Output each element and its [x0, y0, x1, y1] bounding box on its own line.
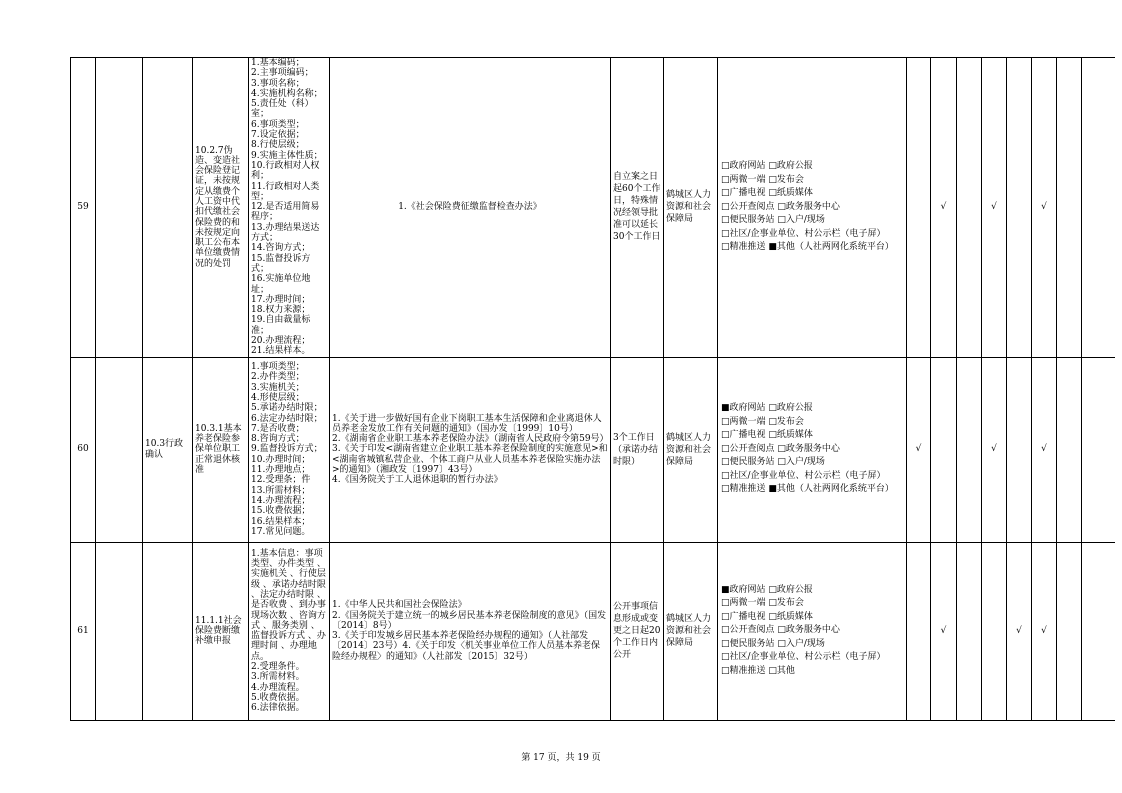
text-line: 1.《关于进一步做好国有企业下岗职工基本生活保障和企业离退休人员养老金发放工作有关问题的通知》（国办发〔1999〕10号）	[332, 413, 602, 434]
text-line: 6.法律依据。	[251, 703, 305, 714]
text-line: □公开查阅点 □政务服务中心	[721, 625, 840, 636]
text-line: 14.咨询方式；	[251, 243, 311, 254]
check-mark-cell: √	[931, 542, 957, 720]
text-line: 14.办理流程；	[251, 495, 311, 506]
text-line: 18.权力来源；	[251, 305, 311, 316]
text-line: 9.实施主体性质；	[251, 150, 323, 161]
item-name-cell: 10.3.1基本养老保险参保单位职工正常退休核准	[193, 357, 249, 542]
text-line: 3.事项名称；	[251, 78, 305, 89]
category-cell	[143, 58, 193, 358]
text-line: 6.事项类型；	[251, 119, 305, 130]
text-line: 2.《国务院关于建立统一的城乡居民基本养老保险制度的意见》（国发〔2014〕8号）	[332, 610, 607, 631]
text-line: □政府网站 □政府公报	[721, 161, 813, 172]
blank-cell	[96, 357, 143, 542]
table-row	[71, 542, 1115, 720]
check-mark-cell	[1082, 542, 1115, 720]
text-line: 16.结果样本；	[251, 516, 311, 527]
text-line: 3.《关于印发城乡居民基本养老保险经办规程的通知》（人社部发〔2014〕23号）4.《关于印发〈机关事业单位工作人员基本养老保险经办规程〉的通知》（人社部发〔2015〕32号）	[332, 631, 600, 662]
basis-cell	[330, 58, 611, 358]
text-line: □公开查阅点 □政务服务中心	[721, 201, 840, 212]
text-line: 11.行政相对人类型；	[251, 181, 320, 202]
text-line: 17.办理时间；	[251, 294, 311, 305]
organization-cell: 鹤城区人力资源和社会保障局	[664, 58, 718, 358]
text-line: 13.所需材料；	[251, 485, 311, 496]
check-mark-cell	[1082, 58, 1115, 358]
channels-cell	[718, 58, 907, 358]
text-line: 5.责任处（科）室；	[251, 99, 314, 120]
item-name-cell: 10.2.7伪造、变造社会保险登记证，未按规定从缴费个人工资中代扣代缴社会保险费的和未按规定向职工公布本单位缴费情况的处罚	[193, 58, 249, 358]
text-line: 15.监督投诉方式；	[251, 253, 311, 274]
text-line: □便民服务站 □入户/现场	[721, 638, 825, 649]
item-name-cell: 11.1.1社会保险费断缴补缴申报	[193, 542, 249, 720]
text-line: 8.行使层级；	[251, 140, 305, 151]
elements-cell	[249, 357, 330, 542]
time-limit-cell: 3个工作日（承诺办结时限）	[611, 357, 664, 542]
organization-cell: 鹤城区人力资源和社会保障局	[664, 357, 718, 542]
text-line: □广播电视 □纸质媒体	[721, 611, 813, 622]
text-line: 1.基本信息：事项类型、办件类型 、实施机关 、行使层级 、承诺办结时限 、法定办结时限 、是否收费 、到办事现场次数 、咨询方式 、服务类别 、监督投诉方式 、办理时间 、办理地点。	[251, 548, 329, 662]
blank-cell	[96, 542, 143, 720]
text-line: □社区/企事业单位、村公示栏（电子屏）	[721, 652, 886, 663]
blank-cell	[96, 58, 143, 358]
check-mark-cell	[907, 542, 931, 720]
channels-cell	[718, 357, 907, 542]
time-limit-cell: 公开事项信息形成或变更之日起20个工作日内公开	[611, 542, 664, 720]
organization-cell: 鹤城区人力资源和社会保障局	[664, 542, 718, 720]
text-line: □两微一端 □发布会	[721, 416, 804, 427]
text-line: □精准推送 ■其他（人社两网化系统平台）	[721, 242, 894, 253]
check-mark-cell	[957, 58, 982, 358]
check-mark-cell	[982, 542, 1007, 720]
text-line: 4.办理流程。	[251, 682, 305, 693]
text-line: 19.自由裁量标准；	[251, 315, 311, 336]
text-line: □广播电视 □纸质媒体	[721, 188, 813, 199]
text-line: 12.受理条；件	[251, 475, 311, 486]
check-mark-cell	[1057, 542, 1082, 720]
elements-cell	[249, 542, 330, 720]
text-line: 2.办件类型；	[251, 372, 305, 383]
text-line: 4.《国务院关于工人退休退职的暂行办法》	[332, 475, 503, 486]
check-mark-cell: √	[907, 357, 931, 542]
elements-cell	[249, 58, 330, 358]
text-line: 16.实施单位地址；	[251, 274, 311, 295]
text-line: 3.实施机关；	[251, 382, 305, 393]
text-line: ■政府网站 □政府公报	[721, 403, 813, 414]
text-line: 10.行政相对人权利；	[251, 160, 320, 182]
text-line: 5.收费依据。	[251, 692, 305, 703]
text-line: 4.形使层级；	[251, 392, 305, 403]
text-line: 7.是否收费；	[251, 423, 305, 434]
category-cell: 10.3行政确认	[143, 357, 193, 542]
check-mark-cell: √	[1032, 542, 1057, 720]
text-line: □公开查阅点 □政务服务中心	[721, 443, 840, 454]
text-line: 2.受理条件。	[251, 662, 305, 672]
text-line: □便民服务站 □入户/现场	[721, 215, 825, 226]
text-line: 12.是否适用简易程序；	[251, 202, 320, 223]
check-mark-cell	[1057, 357, 1082, 542]
row-number: 61	[71, 542, 96, 720]
text-line: 4.实施机构名称；	[251, 88, 323, 99]
text-line: 13.办理结果送达方式；	[251, 222, 320, 244]
row-number: 59	[71, 58, 96, 358]
table-row	[71, 357, 1115, 542]
text-line: ■政府网站 □政府公报	[721, 584, 813, 595]
check-mark-cell	[957, 542, 982, 720]
text-line: □精准推送 □其他	[721, 665, 795, 676]
text-line: □社区/企事业单位、村公示栏（电子屏）	[721, 470, 886, 481]
text-line: 1.基本编码；	[251, 58, 305, 68]
text-line: 3.《关于印发<湖南省建立企业职工基本养老保险制度的实施意见>和<湖南省城镇私营企业、个体工商户从业人员基本养老保险实施办法>的通知》（湘政发〔1997〕43号）	[332, 444, 608, 476]
text-line: 6.法定办结时限；	[251, 413, 323, 424]
text-line: 10.办理时间；	[251, 454, 311, 465]
check-mark-cell	[1007, 58, 1032, 358]
basis-cell	[330, 542, 611, 720]
text-line: □两微一端 □发布会	[721, 174, 804, 185]
text-line: 8.咨询方式；	[251, 434, 305, 445]
basis-cell	[330, 357, 611, 542]
check-mark-cell: √	[982, 357, 1007, 542]
row-number: 60	[71, 357, 96, 542]
check-mark-cell	[931, 357, 957, 542]
check-mark-cell: √	[1032, 357, 1057, 542]
text-line: 17.常见问题。	[251, 526, 311, 537]
check-mark-cell	[1007, 357, 1032, 542]
check-mark-cell: √	[1007, 542, 1032, 720]
text-line: □精准推送 ■其他（人社两网化系统平台）	[721, 484, 894, 495]
text-line: □便民服务站 □入户/现场	[721, 457, 825, 468]
text-line: □广播电视 □纸质媒体	[721, 430, 813, 441]
text-line: 9.监督投诉方式；	[251, 444, 323, 455]
text-line: 3.所需材料。	[251, 672, 305, 683]
text-line: 1.事项类型；	[251, 362, 305, 373]
table-row	[71, 58, 1115, 358]
text-line: 1.《中华人民共和国社会保险法》	[332, 600, 467, 611]
text-line: □社区/企事业单位、村公示栏（电子屏）	[721, 228, 886, 239]
text-line: 20.办理流程；	[251, 336, 311, 347]
check-mark-cell	[1082, 357, 1115, 542]
text-line: 1.《社会保险费征缴监督检查办法》	[398, 202, 542, 213]
text-line: 21.结果样本。	[251, 346, 311, 357]
text-line: 5.承诺办结时限；	[251, 403, 323, 414]
category-cell	[143, 542, 193, 720]
check-mark-cell: √	[1032, 58, 1057, 358]
check-mark-cell	[1057, 58, 1082, 358]
text-line: □两微一端 □发布会	[721, 598, 804, 609]
text-line: 15.收费依据；	[251, 506, 311, 517]
check-mark-cell	[957, 357, 982, 542]
text-line: 2.《湖南省企业职工基本养老保险办法》（湖南省人民政府令第59号）	[332, 434, 609, 445]
text-line: 7.设定依据；	[251, 130, 305, 141]
check-mark-cell: √	[982, 58, 1007, 358]
page-footer: 第 17 页，共 19 页	[521, 753, 601, 763]
check-mark-cell	[907, 58, 931, 358]
time-limit-cell: 自立案之日起60个工作日，特殊情况经领导批准可以延长30个工作日	[611, 58, 664, 358]
text-line: 2.主事项编码；	[251, 68, 314, 79]
text-line: 11.办理地点；	[251, 465, 311, 476]
check-mark-cell: √	[931, 58, 957, 358]
disclosure-table	[70, 57, 1115, 721]
channels-cell	[718, 542, 907, 720]
